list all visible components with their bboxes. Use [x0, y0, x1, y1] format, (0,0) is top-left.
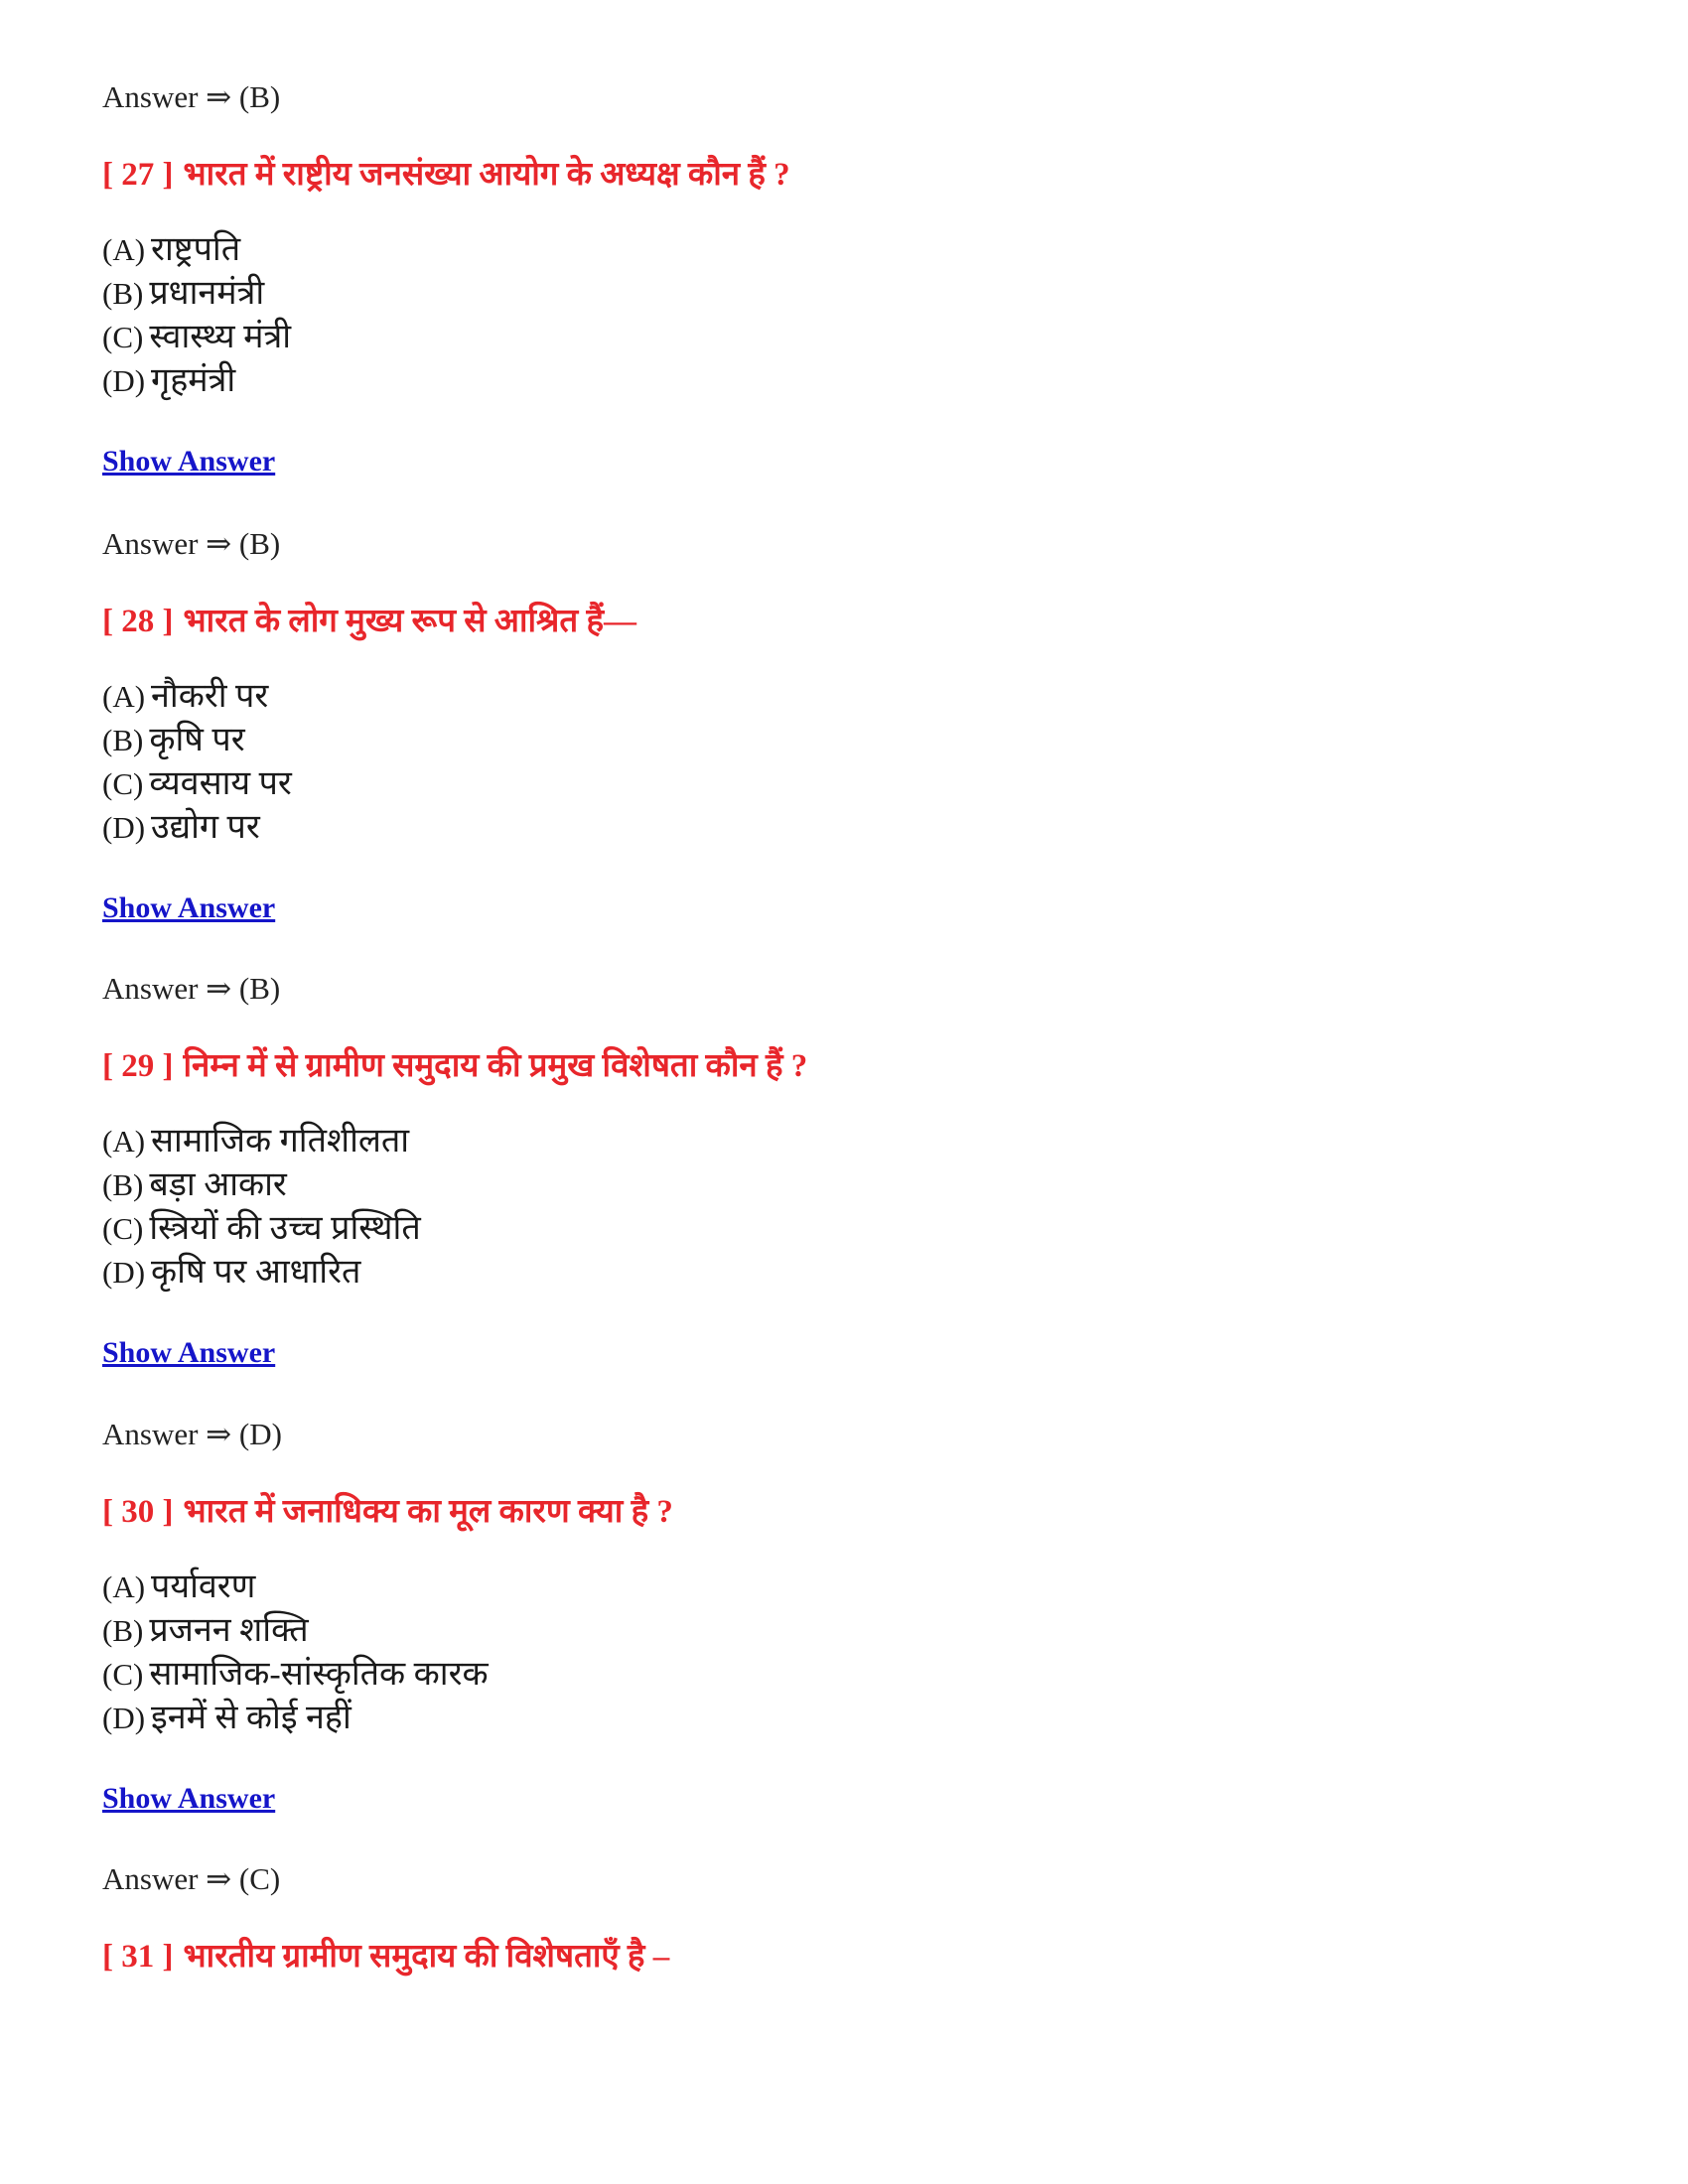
answer-line-29 — [102, 1415, 282, 1454]
answer-value: (D) — [238, 1417, 282, 1451]
option-key: (C) — [102, 1211, 144, 1246]
option-a — [102, 1566, 489, 1609]
question-text: भारत में जनाधिक्य का मूल कारण क्या है ? — [183, 1494, 673, 1530]
answer-prefix: Answer ⇒ — [102, 79, 232, 114]
option-text: बड़ा आकार — [149, 1166, 287, 1203]
question-heading-31 — [102, 1935, 669, 1979]
option-b — [102, 1163, 421, 1207]
option-text: कृषि पर — [149, 722, 245, 758]
option-b — [102, 719, 292, 762]
option-c — [102, 316, 291, 359]
question-heading-29 — [102, 1044, 807, 1088]
option-key: (D) — [102, 810, 146, 845]
answer-line-prev — [102, 77, 280, 117]
option-key: (C) — [102, 1657, 144, 1692]
show-answer-link-27[interactable]: Show Answer — [102, 445, 276, 478]
option-text: स्त्रियों की उच्च प्रस्थिति — [149, 1210, 421, 1247]
option-key: (B) — [102, 1167, 144, 1202]
option-text: सामाजिक गतिशीलता — [151, 1123, 410, 1160]
option-c — [102, 762, 292, 806]
option-a — [102, 1120, 421, 1163]
option-c — [102, 1207, 421, 1251]
question-number: [ 28 ] — [102, 604, 174, 639]
option-key: (D) — [102, 1255, 146, 1290]
answer-prefix: Answer ⇒ — [102, 526, 232, 561]
option-text: प्रधानमंत्री — [149, 275, 265, 312]
answer-line-30 — [102, 1859, 280, 1899]
option-text: व्यवसाय पर — [149, 765, 292, 802]
option-key: (B) — [102, 723, 144, 757]
options-list-30 — [102, 1566, 489, 1740]
question-number: [ 27 ] — [102, 157, 174, 193]
option-a — [102, 228, 291, 272]
answer-prefix: Answer ⇒ — [102, 1417, 232, 1451]
option-c — [102, 1653, 489, 1697]
question-heading-30 — [102, 1490, 673, 1534]
option-key: (B) — [102, 276, 144, 311]
option-d — [102, 359, 291, 403]
question-heading-28 — [102, 600, 636, 643]
option-a — [102, 675, 292, 719]
options-list-29 — [102, 1120, 421, 1295]
question-text: भारत में राष्ट्रीय जनसंख्या आयोग के अध्यक्ष कौन हैं ? — [183, 157, 790, 193]
answer-value: (C) — [238, 1861, 281, 1896]
question-text: निम्न में से ग्रामीण समुदाय की प्रमुख विशेषता कौन हैं ? — [183, 1048, 808, 1084]
option-key: (A) — [102, 232, 146, 267]
option-text: प्रजनन शक्ति — [149, 1612, 309, 1649]
option-key: (B) — [102, 1613, 144, 1648]
options-list-27 — [102, 228, 291, 403]
question-number: [ 30 ] — [102, 1494, 174, 1530]
option-b — [102, 272, 291, 316]
question-text: भारतीय ग्रामीण समुदाय की विशेषताएँ है – — [183, 1939, 670, 1975]
option-key: (A) — [102, 1570, 146, 1604]
show-answer-link-29[interactable]: Show Answer — [102, 1336, 276, 1369]
option-text: उद्योग पर — [151, 809, 260, 846]
option-text: कृषि पर आधारित — [151, 1254, 361, 1291]
option-d — [102, 1697, 489, 1740]
show-answer-link-30[interactable]: Show Answer — [102, 1782, 276, 1815]
answer-value: (B) — [238, 971, 281, 1006]
options-list-28 — [102, 675, 292, 850]
answer-value: (B) — [238, 526, 281, 561]
option-key: (D) — [102, 363, 146, 398]
show-answer-link-28[interactable]: Show Answer — [102, 891, 276, 924]
question-heading-27 — [102, 153, 790, 197]
answer-line-27 — [102, 524, 280, 564]
option-text: इनमें से कोई नहीं — [151, 1700, 352, 1736]
option-text: स्वास्थ्य मंत्री — [149, 319, 292, 355]
answer-prefix: Answer ⇒ — [102, 1861, 232, 1896]
option-text: राष्ट्रपति — [151, 231, 241, 268]
answer-line-28 — [102, 969, 280, 1009]
option-key: (A) — [102, 1124, 146, 1159]
option-text: पर्यावरण — [151, 1569, 256, 1605]
answer-prefix: Answer ⇒ — [102, 971, 232, 1006]
question-number: [ 29 ] — [102, 1048, 174, 1084]
option-key: (C) — [102, 766, 144, 801]
option-key: (C) — [102, 320, 144, 354]
option-d — [102, 1251, 421, 1295]
option-key: (D) — [102, 1701, 146, 1735]
option-d — [102, 806, 292, 850]
option-b — [102, 1609, 489, 1653]
option-key: (A) — [102, 679, 146, 714]
answer-value: (B) — [238, 79, 281, 114]
question-text: भारत के लोग मुख्य रूप से आश्रित हैं— — [183, 604, 636, 639]
option-text: गृहमंत्री — [151, 362, 236, 399]
option-text: नौकरी पर — [151, 678, 269, 715]
option-text: सामाजिक-सांस्कृतिक कारक — [149, 1656, 489, 1693]
question-number: [ 31 ] — [102, 1939, 174, 1975]
